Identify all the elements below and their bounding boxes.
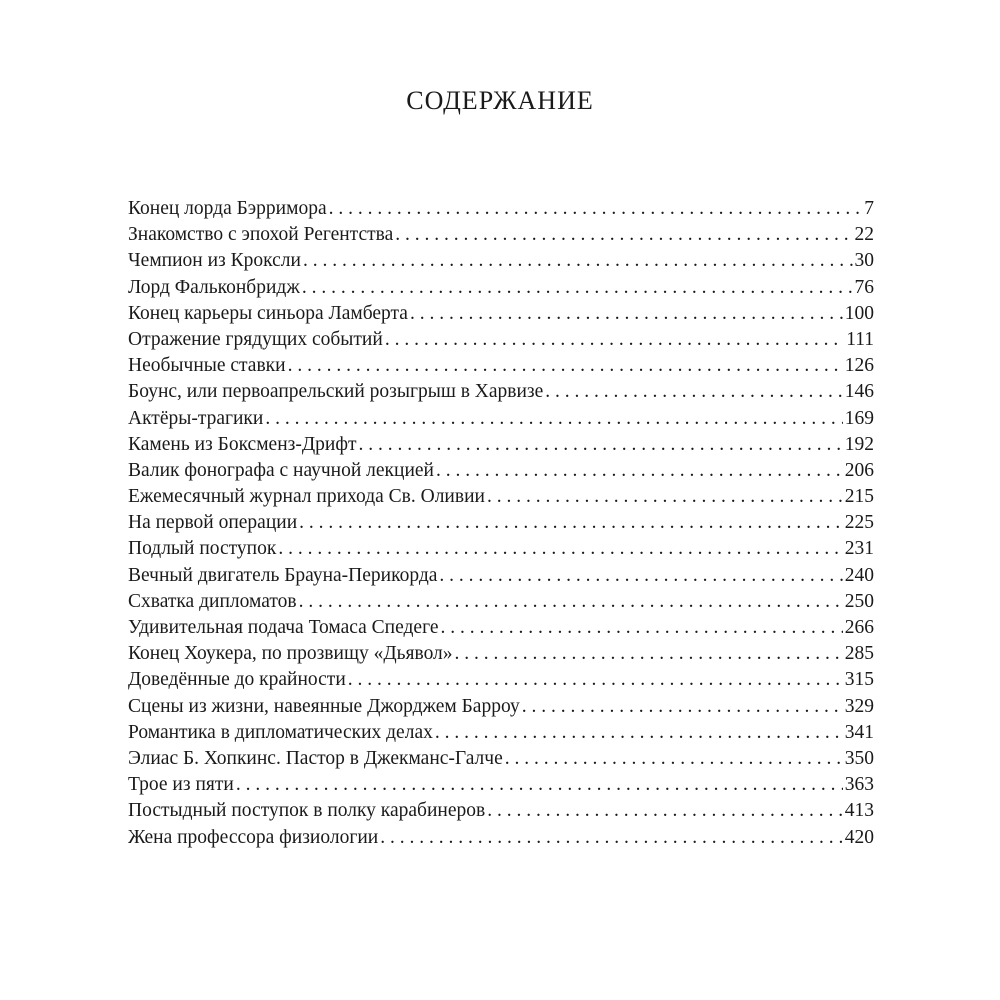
toc-entry-title: Жена профессора физиологии [128, 826, 379, 848]
toc-entry-title: Доведённые до крайности [128, 669, 346, 691]
toc-entry [128, 196, 874, 222]
toc-entry-page: 30 [854, 250, 874, 272]
toc-entry-page: 225 [844, 512, 874, 534]
toc-entry-page: 22 [854, 224, 874, 246]
toc-entry [128, 484, 874, 510]
toc-entry-page: 126 [844, 355, 874, 377]
toc-entry-page: 341 [844, 721, 874, 743]
toc-entry-title: Романтика в дипломатических делах [128, 721, 433, 743]
dot-leader [545, 379, 842, 405]
toc-entry [128, 720, 874, 746]
toc-entry-page: 420 [844, 826, 874, 848]
toc-entry-page: 100 [844, 302, 874, 324]
dot-leader [439, 563, 842, 589]
toc-entry [128, 615, 874, 641]
toc-entry [128, 406, 874, 432]
dot-leader [395, 222, 852, 248]
toc-entry-title: Элиас Б. Хопкинс. Пастор в Джекманс-Галче [128, 747, 503, 769]
dot-leader [410, 301, 843, 327]
toc-entry-title: Лорд Фальконбридж [128, 276, 300, 298]
toc-entry-title: Трое из пяти [128, 774, 234, 796]
toc-entry-page: 350 [844, 747, 874, 769]
dot-leader [358, 432, 842, 458]
dot-leader [522, 694, 843, 720]
dot-leader [487, 798, 843, 824]
toc-entry [128, 222, 874, 248]
toc-entry-page: 266 [844, 617, 874, 638]
dot-leader [329, 196, 863, 222]
toc-entry-page: 231 [844, 538, 874, 560]
toc-entry-page: 413 [844, 800, 874, 822]
dot-leader [505, 746, 843, 772]
toc-entry [128, 510, 874, 536]
toc-entry [128, 563, 874, 589]
dot-leader [299, 510, 843, 536]
toc-entry [128, 248, 874, 274]
toc-entry [128, 536, 874, 562]
toc-entry-page: 215 [844, 486, 874, 508]
dot-leader [348, 667, 843, 693]
toc-entry-title: Ежемесячный журнал прихода Св. Оливии [128, 486, 485, 508]
toc-entry-title: Отражение грядущих событий [128, 328, 383, 350]
toc-entry-title: На первой операции [128, 512, 298, 534]
toc-entry-title: Боунс, или первоапрельский розыгрыш в Харвизе [128, 381, 544, 403]
dot-leader [441, 615, 843, 641]
toc-entry [128, 379, 874, 405]
toc-entry-page: 7 [864, 198, 874, 219]
toc-entry-title: Конец Хоукера, по прозвищу «Дьявол» [128, 643, 453, 665]
dot-leader [436, 458, 843, 484]
toc-entry [128, 825, 874, 851]
dot-leader [385, 327, 844, 353]
toc-entry-page: 250 [844, 590, 874, 612]
toc-entry-title: Постыдный поступок в полку карабинеров [128, 800, 486, 822]
toc-entry-page: 169 [844, 407, 874, 429]
toc-entry-page: 315 [844, 669, 874, 691]
toc-entry-title: Валик фонографа с научной лекцией [128, 459, 434, 481]
toc-entry-page: 192 [844, 433, 874, 455]
dot-leader [455, 641, 843, 667]
dot-leader [265, 406, 842, 432]
toc-entry-title: Вечный двигатель Брауна-Перикорда [128, 564, 438, 586]
toc-entry-title: Камень из Боксменз-Дрифт [128, 433, 357, 455]
toc-entry [128, 458, 874, 484]
toc-entry-page: 206 [844, 459, 874, 481]
toc-entry-page: 111 [846, 328, 874, 350]
dot-leader [288, 353, 843, 379]
dot-leader [303, 248, 853, 274]
table-of-contents [128, 196, 874, 851]
page-title: СОДЕРЖАНИЕ [406, 86, 594, 115]
dot-leader [435, 720, 843, 746]
toc-entry-page: 285 [844, 643, 874, 665]
toc-entry [128, 275, 874, 301]
toc-entry [128, 301, 874, 327]
toc-entry-title: Удивительная подача Томаса Спедеге [128, 617, 439, 638]
toc-entry-page: 363 [844, 774, 874, 796]
toc-entry [128, 798, 874, 824]
toc-entry-page: 240 [844, 564, 874, 586]
toc-entry [128, 432, 874, 458]
toc-entry-title: Необычные ставки [128, 355, 286, 377]
toc-entry [128, 694, 874, 720]
toc-entry [128, 327, 874, 353]
toc-entry-title: Сцены из жизни, навеянные Джорджем Барроу [128, 695, 520, 717]
toc-entry-title: Конец карьеры синьора Ламберта [128, 302, 408, 324]
toc-entry-title: Актёры-трагики [128, 407, 264, 429]
dot-leader [302, 275, 853, 301]
toc-entry-title: Подлый поступок [128, 538, 277, 560]
toc-entry [128, 667, 874, 693]
toc-entry [128, 353, 874, 379]
toc-entry-page: 76 [854, 276, 874, 298]
toc-entry-title: Схватка дипломатов [128, 590, 297, 612]
toc-entry-page: 329 [844, 695, 874, 717]
dot-leader [487, 484, 843, 510]
toc-entry [128, 746, 874, 772]
dot-leader [278, 536, 842, 562]
toc-entry [128, 772, 874, 798]
toc-entry-title: Знакомство с эпохой Регентства [128, 224, 394, 246]
toc-entry [128, 641, 874, 667]
toc-entry-page: 146 [844, 381, 874, 403]
dot-leader [236, 772, 843, 798]
toc-entry-title: Конец лорда Бэрримора [128, 198, 327, 219]
dot-leader [299, 589, 843, 615]
dot-leader [380, 825, 843, 851]
toc-entry-title: Чемпион из Кроксли [128, 250, 301, 272]
toc-entry [128, 589, 874, 615]
